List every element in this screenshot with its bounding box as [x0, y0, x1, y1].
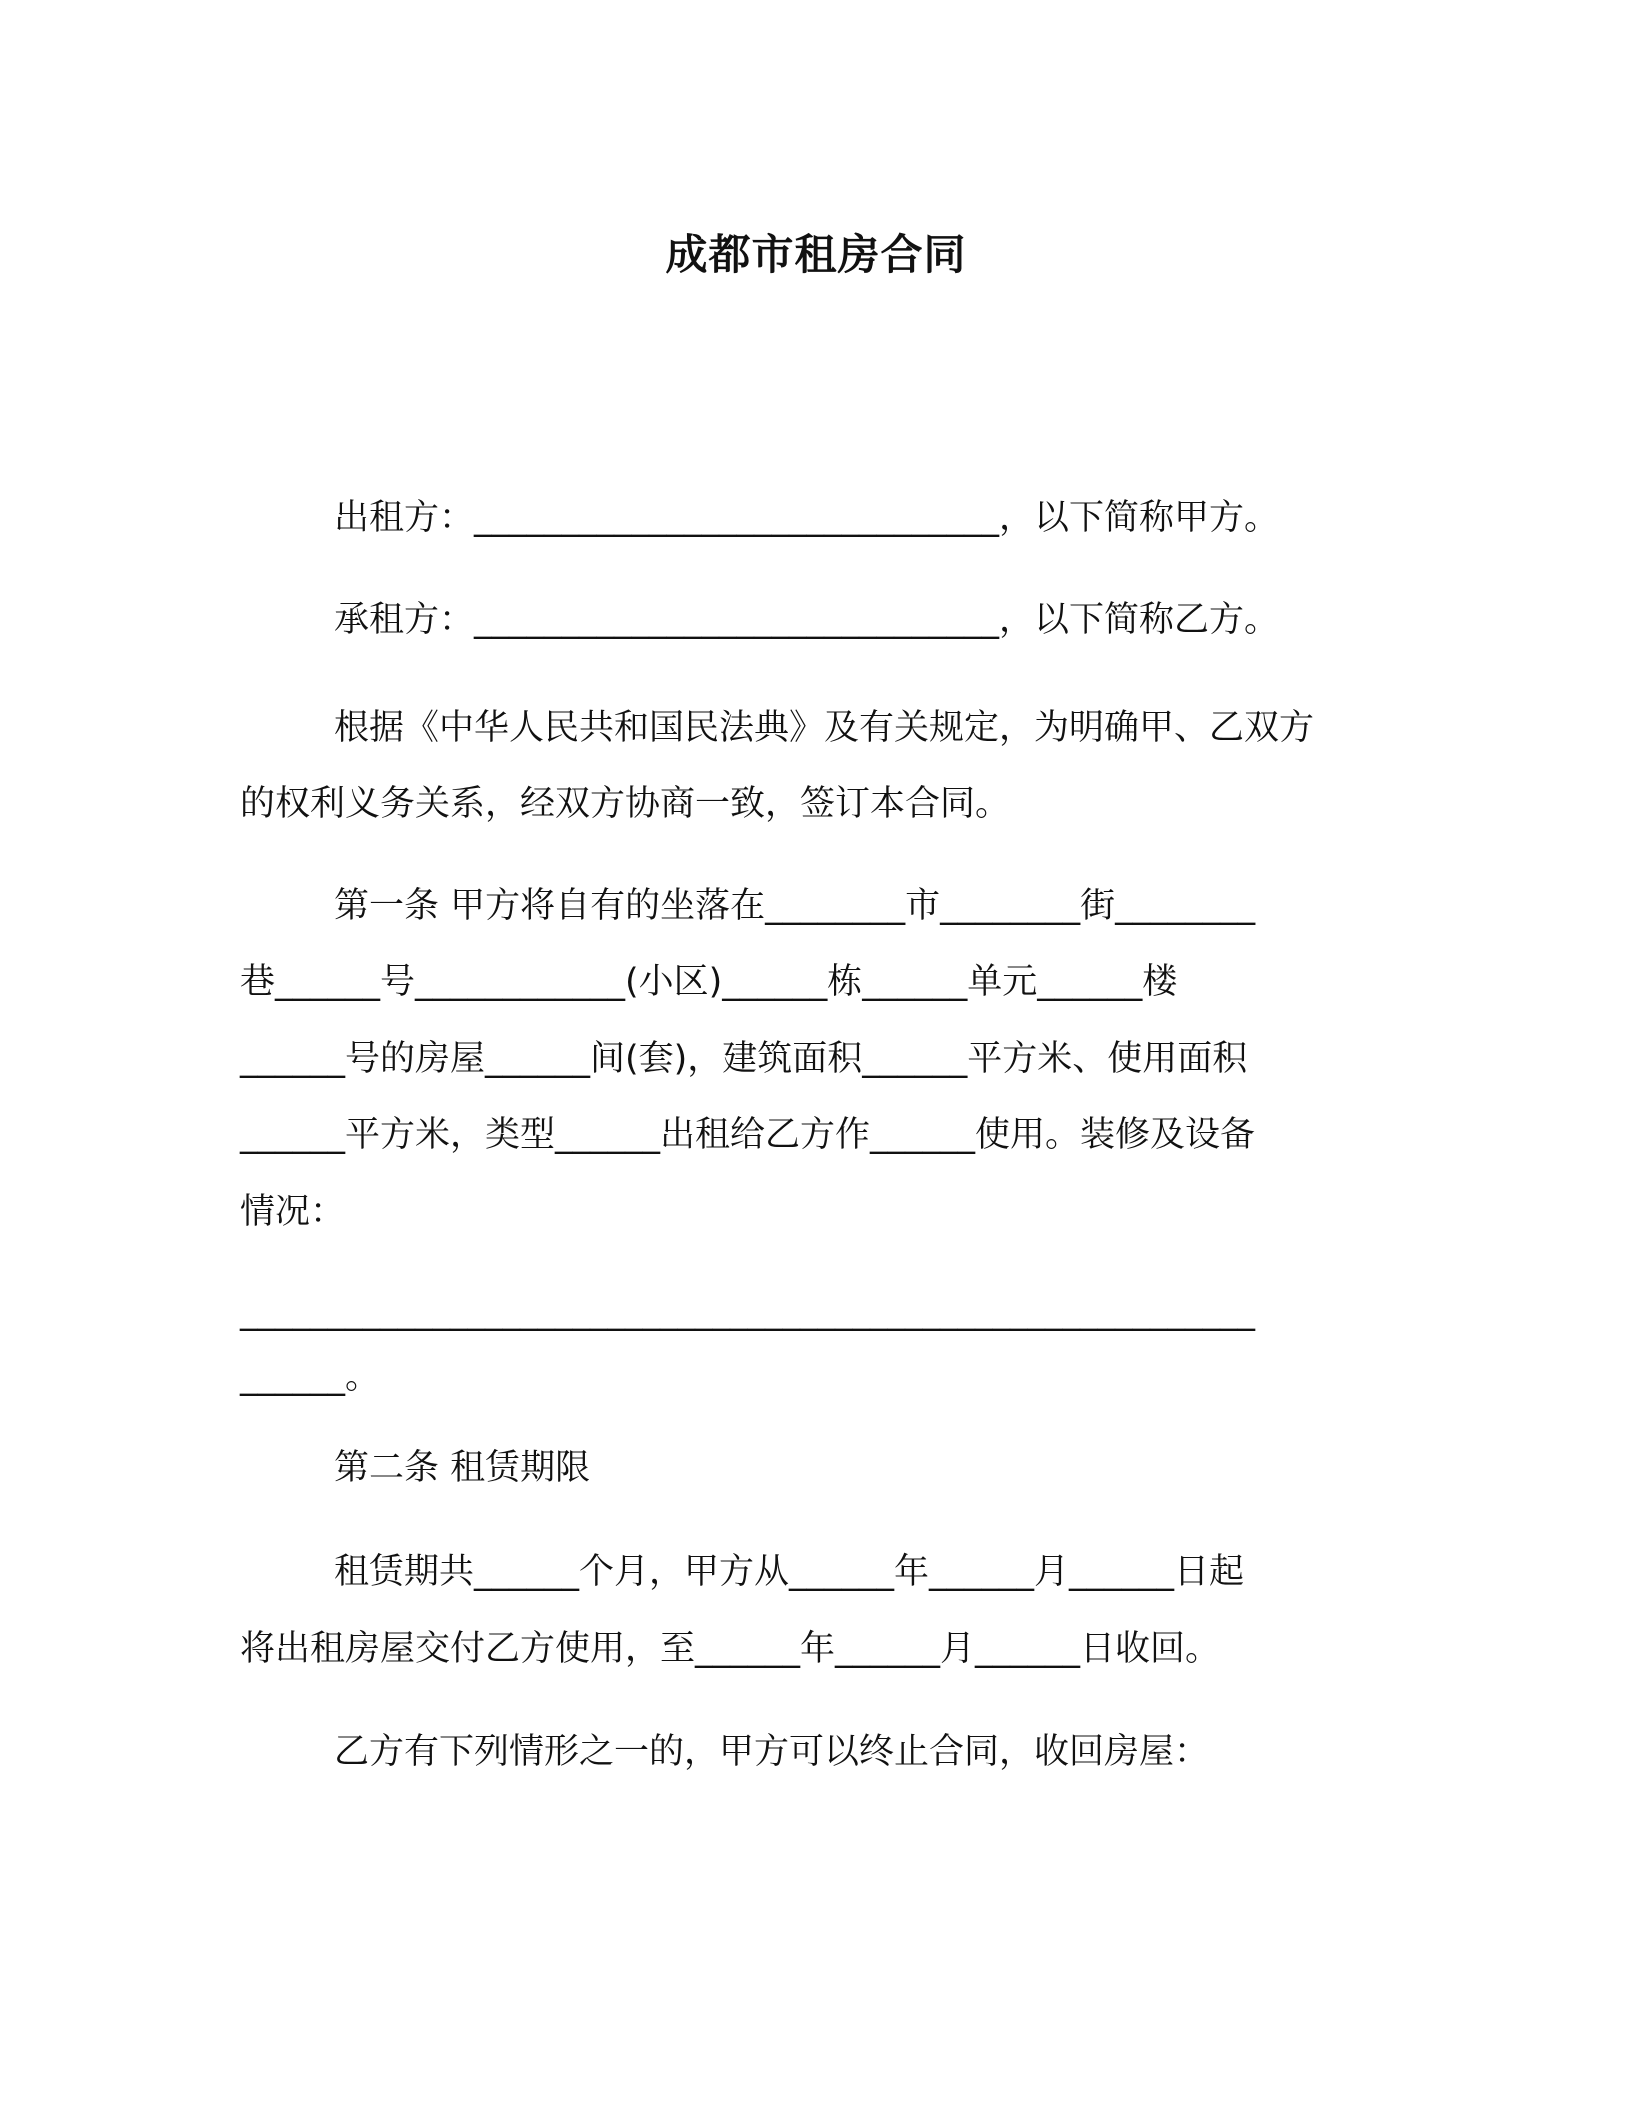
article-1-line-6: __________________________________________________________	[240, 1292, 1255, 1332]
lessee-line: 承租方：______________________________，以下简称乙方。	[334, 600, 1280, 640]
article-1-line-4: ______平方米，类型______出租给乙方作______使用。装修及设备	[240, 1115, 1256, 1155]
article-1-line-3: ______号的房屋______间(套)，建筑面积______平方米、使用面积	[240, 1039, 1248, 1079]
article-1-line-5: 情况：	[240, 1192, 346, 1232]
lessor-line: 出租方：______________________________，以下简称甲方。	[334, 498, 1280, 538]
article-2-heading: 第二条 租赁期限	[334, 1448, 591, 1488]
article-1-line-7: ______。	[240, 1357, 381, 1397]
preamble-line-1: 根据《中华人民共和国民法典》及有关规定，为明确甲、乙双方	[334, 708, 1315, 748]
article-1-line-2: 巷______号____________(小区)______栋______单元______楼	[240, 962, 1178, 1002]
document-title: 成都市租房合同	[665, 230, 967, 279]
termination-intro-line: 乙方有下列情形之一的，甲方可以终止合同，收回房屋：	[334, 1732, 1210, 1772]
lease-term-line-1: 租赁期共______个月，甲方从______年______月______日起	[334, 1552, 1245, 1592]
preamble-line-2: 的权利义务关系，经双方协商一致，签订本合同。	[240, 784, 1011, 824]
article-1-line-1: 第一条 甲方将自有的坐落在________市________街________	[334, 886, 1256, 926]
lease-term-line-2: 将出租房屋交付乙方使用，至______年______月______日收回。	[240, 1629, 1221, 1669]
